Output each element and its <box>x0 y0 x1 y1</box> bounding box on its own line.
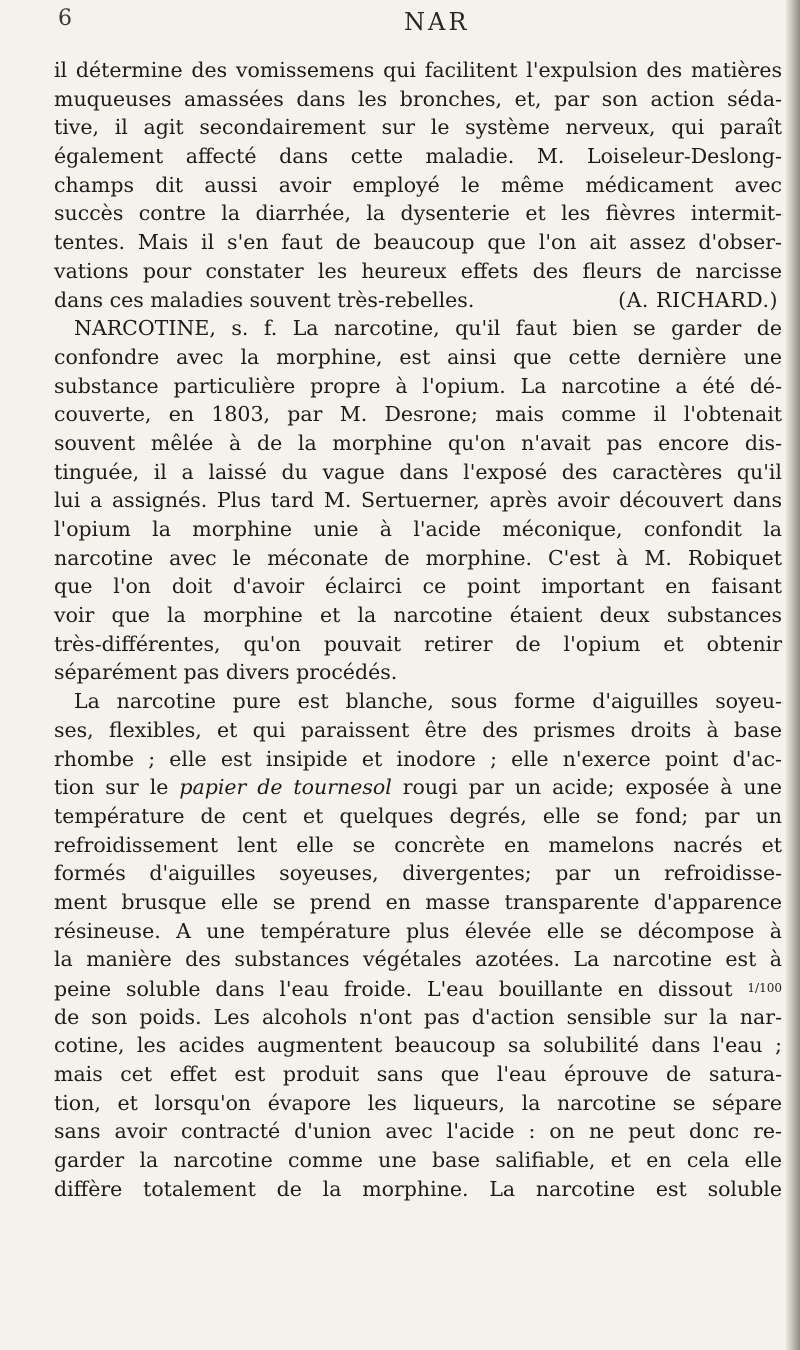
text-line-mixed <box>54 773 782 802</box>
text-line: formés d'aiguilles soyeuses, divergentes; par un refroidisse- <box>54 861 782 886</box>
text-line: très-différentes, qu'on pouvait retirer de l'opium et obtenir <box>54 631 782 656</box>
text-line: température de cent et quelques degrés, elle se fond; par un <box>54 803 782 828</box>
text-line: tive, il agit secondairement sur le système nerveux, qui paraît <box>54 115 782 140</box>
text-line: refroidissement lent elle se concrète en mamelons nacrés et <box>54 832 782 857</box>
text-line: il détermine des vomissemens qui facilitent l'expulsion des matières <box>54 58 782 82</box>
running-head: NAR <box>404 8 470 36</box>
text-line: de son poids. Les alcohols n'ont pas d'action sensible sur la nar- <box>54 1004 782 1029</box>
text-line: résineuse. A une température plus élevée elle se décompose à <box>54 918 782 943</box>
text-line: confondre avec la morphine, est ainsi que cette dernière une <box>54 344 782 369</box>
text-line-with-signature <box>54 286 782 315</box>
text-line: l'opium la morphine unie à l'acide méconique, confondit la <box>54 517 782 541</box>
page-number: 6 <box>58 6 72 31</box>
text-line: ment brusque elle se prend en masse transparente d'apparence <box>54 889 782 914</box>
text-line: tinguée, il a laissé du vague dans l'exposé des caractères qu'il <box>54 459 782 484</box>
text-line: vations pour constater les heureux effets des fleurs de narcisse <box>54 258 782 283</box>
text-line: que l'on doit d'avoir éclairci ce point important en faisant <box>54 574 782 599</box>
text-line: garder la narcotine comme une base salifiable, et en cela elle <box>54 1148 782 1173</box>
text-line: mais cet effet est produit sans que l'eau éprouve de satura- <box>54 1062 782 1087</box>
text-line: rhombe ; elle est insipide et inodore ; elle n'exerce point d'ac- <box>54 746 782 771</box>
text-line: narcotine avec le méconate de morphine. C'est à M. Robiquet <box>54 545 782 570</box>
text-line: cotine, les acides augmentent beaucoup sa solubilité dans l'eau ; <box>54 1033 782 1058</box>
text-line-content: tion sur le <box>54 775 169 800</box>
text-line: la manière des substances végétales azotées. La narcotine est à <box>54 947 782 972</box>
body-text <box>54 56 782 1204</box>
page-header <box>0 4 800 40</box>
text-line: substance particulière propre à l'opium. La narcotine a été dé- <box>54 373 782 398</box>
text-line: souvent mêlée à de la morphine qu'on n'avait pas encore dis- <box>54 430 782 455</box>
text-line-content: rougi par un acide; exposée à une <box>402 775 782 800</box>
text-line: La narcotine pure est blanche, sous forme d'aiguilles soyeu- <box>74 689 782 714</box>
text-line: sans avoir contracté d'union avec l'acide : on ne peut donc re- <box>54 1119 782 1144</box>
entry-heading-line: NARCOTINE, s. f. La narcotine, qu'il faut bien se garder de <box>74 316 782 341</box>
text-line: diffère totalement de la morphine. La narcotine est soluble <box>54 1176 782 1201</box>
text-line: champs dit aussi avoir employé le même médicament avec <box>54 172 782 197</box>
text-line: voir que la morphine et la narcotine étaient deux substances <box>54 603 782 628</box>
text-line: couverte, en 1803, par M. Desrone; mais comme il l'obtenait <box>54 402 782 427</box>
text-line: séparément pas divers procédés. <box>54 660 398 685</box>
fraction: 1/100 <box>747 981 782 995</box>
text-line: également affecté dans cette maladie. M. Loiseleur-Deslong- <box>54 144 782 169</box>
text-line: succès contre la diarrhée, la dysenterie et les fièvres intermit- <box>54 201 782 226</box>
text-line: tentes. Mais il s'en faut de beaucoup que l'on ait assez d'obser- <box>54 230 782 255</box>
author-signature: (A. RICHARD.) <box>618 287 778 312</box>
text-line-with-fraction <box>54 974 782 1003</box>
text-line-content: peine soluble dans l'eau froide. L'eau bouillante en dissout <box>54 977 733 1001</box>
text-line: muqueuses amassées dans les bronches, et, par son action séda- <box>54 86 782 111</box>
italic-phrase: papier de tournesol <box>179 775 392 800</box>
text-line: tion, et lorsqu'on évapore les liqueurs, la narcotine se sépare <box>54 1090 782 1115</box>
text-line: ses, flexibles, et qui paraissent être des prismes droits à base <box>54 717 782 742</box>
text-line-content: dans ces maladies souvent très-rebelles. <box>54 287 475 312</box>
page-edge <box>786 0 800 1350</box>
text-line: lui a assignés. Plus tard M. Sertuerner, après avoir découvert dans <box>54 488 782 513</box>
